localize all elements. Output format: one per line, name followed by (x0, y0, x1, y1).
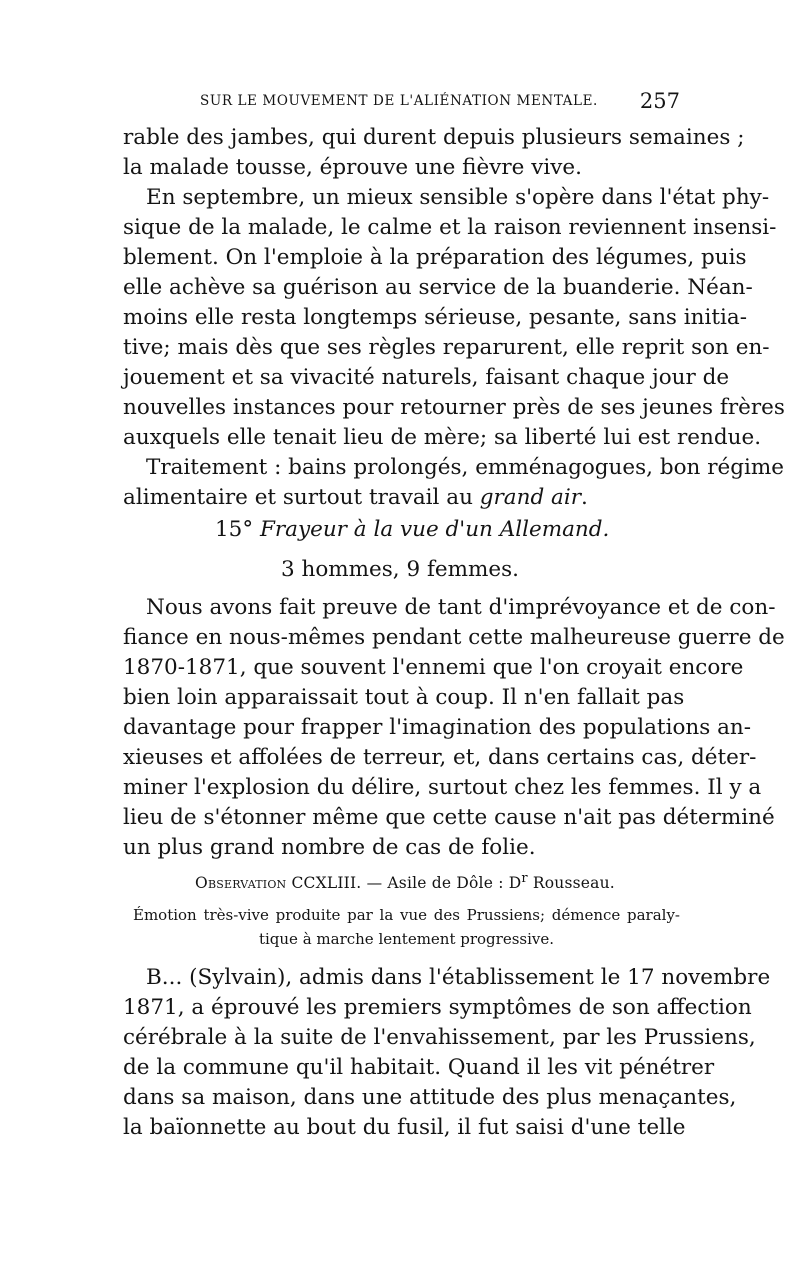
observation-heading (170, 865, 640, 893)
text-line: blement. On l'emploie à la préparation des légumes, puis (123, 245, 747, 270)
page-header (200, 89, 680, 117)
text-span: — (361, 874, 388, 893)
section-counts: 3 hommes, 9 femmes. (280, 557, 520, 582)
text-span: . (581, 485, 588, 510)
text-line: miner l'explosion du délire, surtout chez les femmes. Il y a (123, 775, 762, 800)
text-line: moins elle resta longtemps sérieuse, pesante, sans initia- (123, 305, 747, 330)
text-span: D (508, 874, 522, 893)
text-line: elle achève sa guérison au service de la buanderie. Néan- (123, 275, 753, 300)
text-line: fiance en nous-mêmes pendant cette malheureuse guerre de (123, 625, 785, 650)
observation-summary-line: Émotion très-vive produite par la vue des Prussiens; démence paraly- (133, 906, 680, 924)
treatment-line (123, 484, 680, 512)
text-line: tive; mais dès que ses règles reparurent, elle reprit son en- (123, 335, 770, 360)
text-line: 1870-1871, que souvent l'ennemi que l'on croyait encore (123, 655, 744, 680)
running-head: SUR LE MOUVEMENT DE L'ALIÉNATION MENTALE. (200, 93, 598, 109)
text-line: dans sa maison, dans une attitude des plus menaçantes, (123, 1085, 737, 1110)
text-span: alimentaire et surtout travail au (123, 485, 480, 510)
text-line: bien loin apparaissait tout à coup. Il n'en fallait pas (123, 685, 685, 710)
text-line: la malade tousse, éprouve une fièvre vive. (123, 155, 582, 180)
section-heading (215, 516, 610, 544)
treatment-line: Traitement : bains prolongés, emménagogues, bon régime (146, 455, 784, 480)
text-line: 1871, a éprouvé les premiers symptômes de son affection (123, 995, 752, 1020)
text-line: un plus grand nombre de cas de folie. (123, 835, 536, 860)
observation-doctor: Rousseau. (527, 874, 615, 893)
text-line: sique de la malade, le calme et la raison reviennent insensi- (123, 215, 777, 240)
observation-label: Observation CCXLIII. (195, 874, 362, 893)
observation-place: Asile de Dôle : (387, 874, 509, 893)
page-number: 257 (639, 89, 680, 113)
text-line: rable des jambes, qui durent depuis plusieurs semaines ; (123, 125, 745, 150)
text-line: de la commune qu'il habitait. Quand il les vit pénétrer (123, 1055, 715, 1080)
observation-summary-line: tique à marche lentement progressive. (258, 930, 555, 948)
section-title: Frayeur à la vue d'un Allemand. (259, 517, 610, 542)
text-line: la baïonnette au bout du fusil, il fut saisi d'une telle (123, 1115, 686, 1140)
text-line: En septembre, un mieux sensible s'opère dans l'état phy- (146, 185, 770, 210)
superscript: r (521, 871, 528, 886)
text-line: auxquels elle tenait lieu de mère; sa liberté lui est rendue. (123, 425, 762, 450)
text-line: davantage pour frapper l'imagination des populations an- (123, 715, 752, 740)
text-line: B... (Sylvain), admis dans l'établissement le 17 novembre (146, 965, 771, 990)
text-line: jouement et sa vivacité naturels, faisant chaque jour de (123, 365, 730, 390)
section-number: 15° (215, 517, 254, 542)
italic-text: grand air (479, 485, 582, 510)
text-line: lieu de s'étonner même que cette cause n'ait pas déterminé (123, 805, 775, 830)
text-line: nouvelles instances pour retourner près de ses jeunes frères (123, 395, 785, 420)
text-line: xieuses et affolées de terreur, et, dans certains cas, déter- (123, 745, 757, 770)
text-line: cérébrale à la suite de l'envahissement, par les Prussiens, (123, 1025, 756, 1050)
text-line: Nous avons fait preuve de tant d'imprévoyance et de con- (146, 595, 776, 620)
